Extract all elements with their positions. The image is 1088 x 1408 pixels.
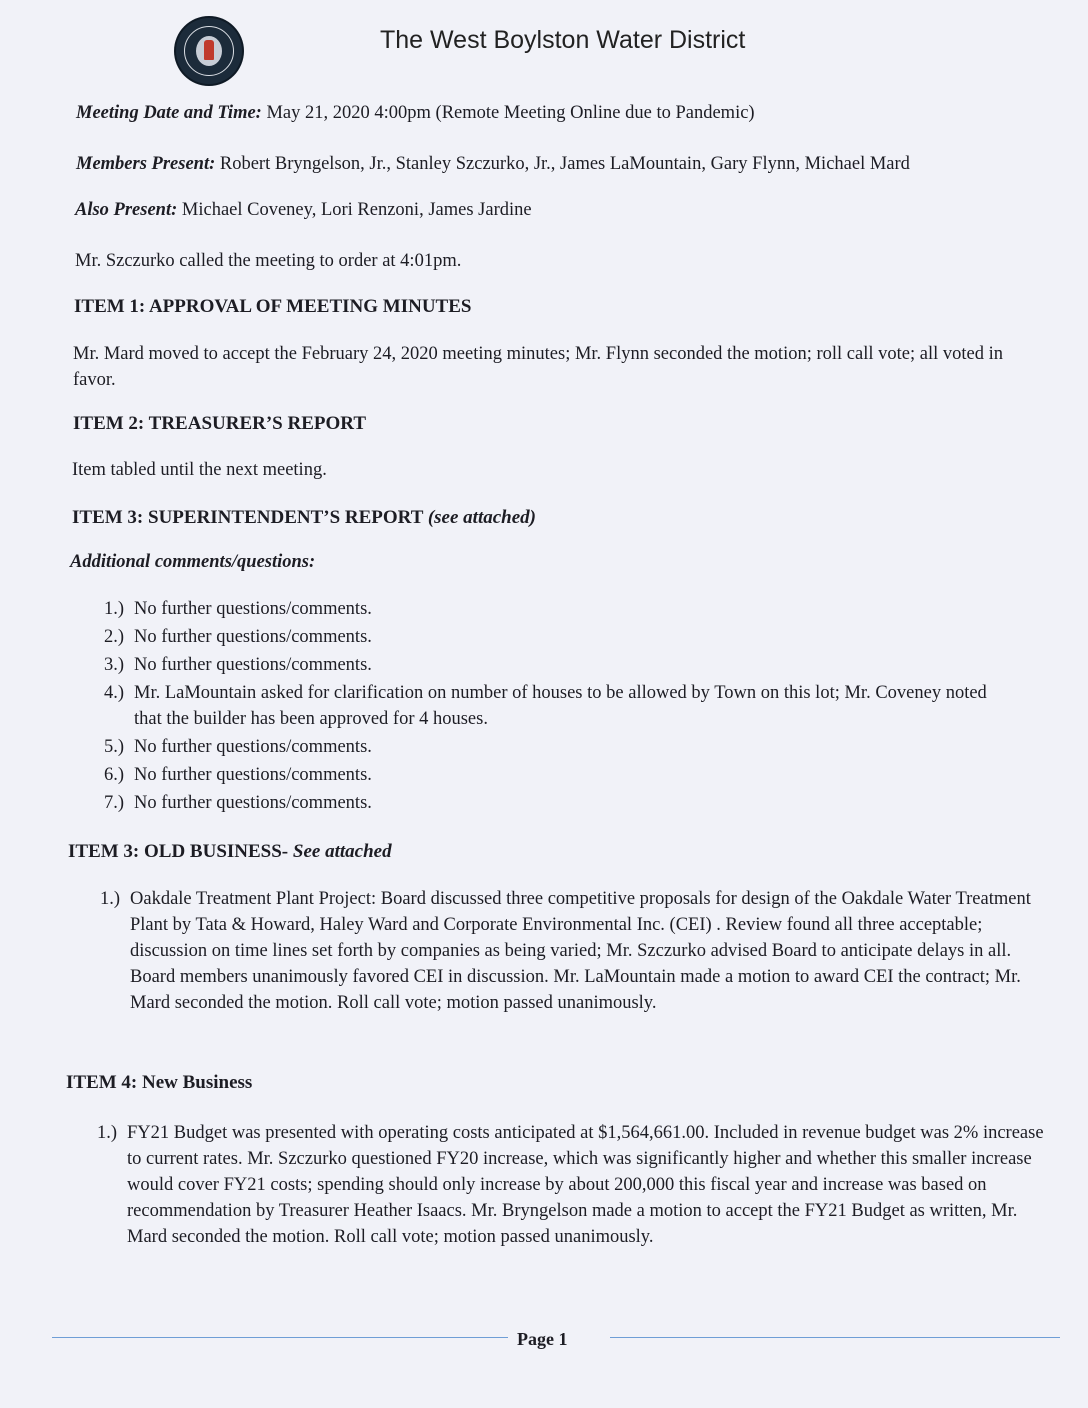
also-present-value: Michael Coveney, Lori Renzoni, James Jardine <box>177 200 532 220</box>
district-seal-logo <box>176 18 242 84</box>
item3-list <box>104 596 1004 818</box>
list-item-number: 3.) <box>104 655 125 675</box>
item4-heading: ITEM 4: New Business <box>66 1072 253 1093</box>
list-item-number: 1.) <box>104 599 125 619</box>
list-item <box>104 652 1004 678</box>
item3-heading-note: (see attached) <box>427 507 536 528</box>
list-item-text: Oakdale Treatment Plant Project: Board discussed three competitive proposals for design of the Oakdale Water Treatment Plant by Tata & Howard, Haley Ward and Corporate Environmental Inc. (CEI) . Review found all three acceptable; discussion on time lines set forth by companies as being varied; Mr. Szczurko advised Board to anticipate delays in all. Board members unanimously favored CEI in discussion. Mr. LaMountain made a motion to award CEI the contract; Mr. Mard seconded the motion. Roll call vote; motion passed unanimously. <box>130 889 1031 1013</box>
list-item-text: FY21 Budget was presented with operating costs anticipated at $1,564,661.00. Included in revenue budget was 2% increase to current rates. Mr. Szczurko questioned FY20 increase, which was significantly higher and whether this smaller increase would cover FY21 costs; spending should only increase by about 200,000 this fiscal year and increase was based on recommendation by Treasurer Heather Isaacs. Mr. Bryngelson made a motion to accept the FY21 Budget as written, Mr. Mard seconded the motion. Roll call vote; motion passed unanimously. <box>127 1123 1044 1247</box>
list-item-number: 7.) <box>104 793 125 813</box>
list-item-number: 1.) <box>100 889 121 909</box>
call-to-order: Mr. Szczurko called the meeting to order at 4:01pm. <box>75 251 462 271</box>
meeting-date-value: May 21, 2020 4:00pm (Remote Meeting Online due to Pandemic) <box>261 103 755 123</box>
list-item-number: 4.) <box>104 683 125 703</box>
list-item-number: 5.) <box>104 737 125 757</box>
footer-rule-left <box>52 1337 508 1338</box>
old-business-heading-note: See attached <box>292 841 392 862</box>
list-item <box>104 790 1004 816</box>
members-present-value: Robert Bryngelson, Jr., Stanley Szczurko, Jr., James LaMountain, Gary Flynn, Michael Mard <box>215 154 910 174</box>
list-item-text: No further questions/comments. <box>134 655 372 675</box>
list-item-text: Mr. LaMountain asked for clarification on number of houses to be allowed by Town on this lot; Mr. Coveney noted that the builder has been approved for 4 houses. <box>134 683 987 729</box>
list-item-text: No further questions/comments. <box>134 599 372 619</box>
item1-heading: ITEM 1: APPROVAL OF MEETING MINUTES <box>74 296 472 317</box>
list-item-number: 6.) <box>104 765 125 785</box>
old-business-heading-text: ITEM 3: OLD BUSINESS- <box>68 841 293 862</box>
list-item <box>104 596 1004 622</box>
list-item-number: 2.) <box>104 627 125 647</box>
members-present-line <box>76 154 910 175</box>
list-item <box>104 734 1004 760</box>
list-item-text: No further questions/comments. <box>134 793 372 813</box>
list-item-text: No further questions/comments. <box>134 765 372 785</box>
item3-heading-text: ITEM 3: SUPERINTENDENT’S REPORT <box>72 507 428 528</box>
document-title: The West Boylston Water District <box>380 26 746 54</box>
item4-list <box>97 1120 1052 1252</box>
list-item <box>104 762 1004 788</box>
list-item-text: No further questions/comments. <box>134 737 372 757</box>
old-business-list <box>100 886 1035 1018</box>
list-item <box>104 624 1004 650</box>
page-number: Page 1 <box>517 1329 568 1349</box>
item2-heading: ITEM 2: TREASURER’S REPORT <box>73 413 366 434</box>
meeting-date-line <box>76 103 755 124</box>
meeting-date-label: Meeting Date and Time: <box>76 103 262 123</box>
also-present-line <box>75 200 532 221</box>
hydrant-icon <box>204 40 214 60</box>
footer-rule-right <box>610 1337 1060 1338</box>
also-present-label: Also Present: <box>75 200 178 220</box>
old-business-heading <box>68 841 392 863</box>
members-present-label: Members Present: <box>76 154 216 174</box>
item1-text: Mr. Mard moved to accept the February 24, 2020 meeting minutes; Mr. Flynn seconded the motion; roll call vote; all voted in favor. <box>73 344 1003 390</box>
list-item-number: 1.) <box>97 1123 118 1143</box>
item3-heading <box>72 507 536 529</box>
list-item <box>100 886 1035 1016</box>
item2-text: Item tabled until the next meeting. <box>72 460 327 480</box>
list-item <box>104 680 1004 732</box>
item3-subheading: Additional comments/questions: <box>70 552 316 572</box>
list-item <box>97 1120 1052 1250</box>
list-item-text: No further questions/comments. <box>134 627 372 647</box>
